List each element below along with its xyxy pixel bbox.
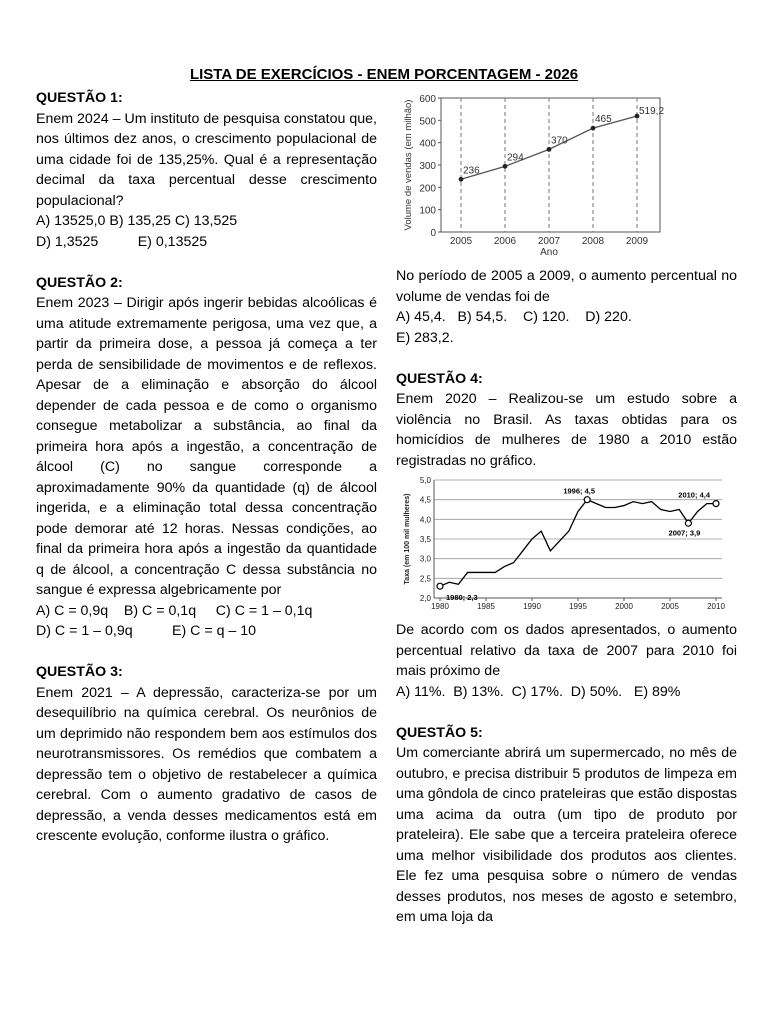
data-point: [459, 177, 464, 182]
y-tick-label: 4,0: [419, 515, 431, 525]
point-annotation: 2007; 3,9: [668, 528, 701, 538]
y-tick-label: 3,5: [419, 535, 431, 544]
x-tick-label: 1995: [569, 602, 587, 611]
y-tick-label: 500: [419, 116, 436, 128]
x-tick-label: 1985: [477, 602, 495, 611]
question-1-text: Enem 2024 – Um instituto de pesquisa constatou que, nos últimos dez anos, o crescimento populacional de uma cidade foi de 135,25%. Qual é a representação decimal da taxa percentual desse crescimento populacional?: [36, 110, 377, 209]
x-tick-label: 2008: [581, 236, 605, 247]
question-4-continuation: [396, 620, 737, 928]
question-3-heading: QUESTÃO 3:: [36, 664, 123, 680]
y-tick-label: 2,0: [419, 594, 431, 603]
question-5-heading: QUESTÃO 5:: [396, 724, 483, 741]
highlighted-point: [437, 583, 443, 589]
x-tick-label: 2006: [493, 236, 517, 247]
question-1-options-a-c: A) 13525,0 B) 135,25 C) 13,525: [36, 213, 238, 229]
question-4-text: Enem 2020 – Realizou-se um estudo sobre a violência no Brasil. As taxas obtidas para os homicídios de mulheres de 1980 a 2010 estão registradas no gráfico.: [396, 391, 737, 469]
question-2-text: Enem 2023 – Dirigir após ingerir bebidas alcoólicas é uma atitude extremamente perigosa, uma vez que, a partir da primeira dose, a pessoa já começa a ter perda de sensibilidade de movimentos e de reflexos. Apesar de a eliminação e absorção do álcool depender de cada pessoa e de como o organismo consegue metabolizar a substância, ao final da primeira hora após a ingestão, a concentração de álcool (C) no sangue corresponde a aproximadamente 90% da quantidade (q) de álcool ingerida, e a eliminação total dessa concentração pode demorar até 12 horas. Nessas condições, ao final da primeira hora após a ingestão da quantidade q de álcool, a concentração C dessa substância no sangue é expressa algebricamente por: [36, 295, 377, 598]
data-point: [591, 126, 596, 131]
question-1-heading: QUESTÃO 1:: [36, 90, 123, 106]
question-3-prompt: No período de 2005 a 2009, o aumento percentual no volume de vendas foi de: [396, 268, 737, 305]
series-line: [440, 500, 716, 587]
data-point: [503, 164, 508, 169]
x-tick-label: 1980: [431, 602, 449, 611]
y-tick-label: 100: [419, 205, 436, 217]
y-tick-label: 200: [419, 183, 436, 195]
y-axis-label: Volume de vendas (em milhão): [403, 99, 414, 231]
y-tick-label: 0: [430, 228, 436, 239]
question-3-continuation: [396, 266, 737, 471]
y-tick-label: 300: [419, 161, 436, 172]
x-tick-label: 2010: [707, 602, 725, 611]
data-label: 519,2: [639, 106, 665, 118]
question-4-heading: QUESTÃO 4:: [396, 370, 483, 387]
highlighted-point: [713, 501, 719, 507]
question-2-options-d-e: D) C = 1 – 0,9q E) C = q – 10: [36, 623, 257, 639]
data-label: 236: [463, 165, 480, 177]
y-tick-label: 3,0: [419, 554, 431, 564]
x-axis-label: Ano: [540, 247, 558, 258]
sales-line-chart: [397, 92, 665, 262]
y-tick-label: 600: [419, 94, 436, 105]
x-tick-label: 2000: [615, 602, 633, 611]
point-annotation: 2010; 4,4: [678, 490, 710, 500]
y-tick-label: 5,0: [419, 476, 431, 485]
left-column: [36, 88, 377, 847]
question-4-options: A) 11%. B) 13%. C) 17%. D) 50%. E) 89%: [396, 683, 681, 700]
question-2-heading: QUESTÃO 2:: [36, 274, 123, 291]
y-tick-label: 2,5: [419, 574, 431, 584]
data-label: 370: [551, 135, 568, 147]
data-point: [547, 147, 552, 152]
highlighted-point: [584, 497, 590, 503]
question-3-text: Enem 2021 – A depressão, caracteriza-se por um desequilíbrio na química cerebral. Os neurônios de um deprimido não respondem bem aos estímulos dos neurotransmissores. Os remédios que combatem a depressão tem o objetivo de restabelecer a química cerebral. Com o aumento gradativo de casos de depressão, a venda desses medicamentos está em crescente evolução, conforme ilustra o gráfico.: [36, 684, 377, 844]
y-axis-label: Taxa (em 100 mil mulheres): [404, 493, 411, 585]
question-2-options-a-c: A) C = 0,9q B) C = 0,1q C) C = 1 – 0,1q: [36, 602, 313, 619]
highlighted-point: [685, 520, 691, 526]
question-3-option-e: E) 283,2.: [396, 329, 454, 346]
data-label: 465: [595, 114, 612, 126]
question-3-options-a-d: A) 45,4. B) 54,5. C) 120. D) 220.: [396, 309, 632, 325]
x-tick-label: 1990: [523, 602, 541, 611]
x-tick-label: 2009: [625, 236, 649, 247]
question-4-prompt: De acordo com os dados apresentados, o aumento percentual relativo da taxa de 2007 para 2010 foi mais próximo de: [396, 622, 737, 679]
y-tick-label: 4,5: [419, 495, 431, 505]
data-label: 294: [507, 152, 524, 164]
x-tick-label: 2005: [661, 602, 679, 611]
page-title: LISTA DE EXERCÍCIOS - ENEM PORCENTAGEM - 2026: [189, 66, 579, 83]
point-annotation: 1996; 4,5: [563, 486, 596, 496]
homicide-rate-line-chart: [400, 472, 730, 614]
point-annotation: 1980; 2,3: [446, 593, 478, 603]
x-tick-label: 2005: [449, 236, 473, 247]
question-1-options-d-e: D) 1,3525 E) 0,13525: [36, 233, 208, 250]
y-tick-label: 400: [419, 138, 436, 150]
x-tick-label: 2007: [537, 236, 561, 247]
question-5-text: Um comerciante abrirá um supermercado, no mês de outubro, e precisa distribuir 5 produtos de limpeza em uma gôndola de cinco prateleiras que estão dispostas uma acima da outra (um tipo de produto por prateleira). Ele sabe que a terceira prateleira oferece uma melhor visibilidade dos produtos aos clientes. Ele fez uma pesquisa sobre o número de vendas desses produtos, nos meses de agosto e setembro, em uma loja da: [396, 745, 737, 925]
